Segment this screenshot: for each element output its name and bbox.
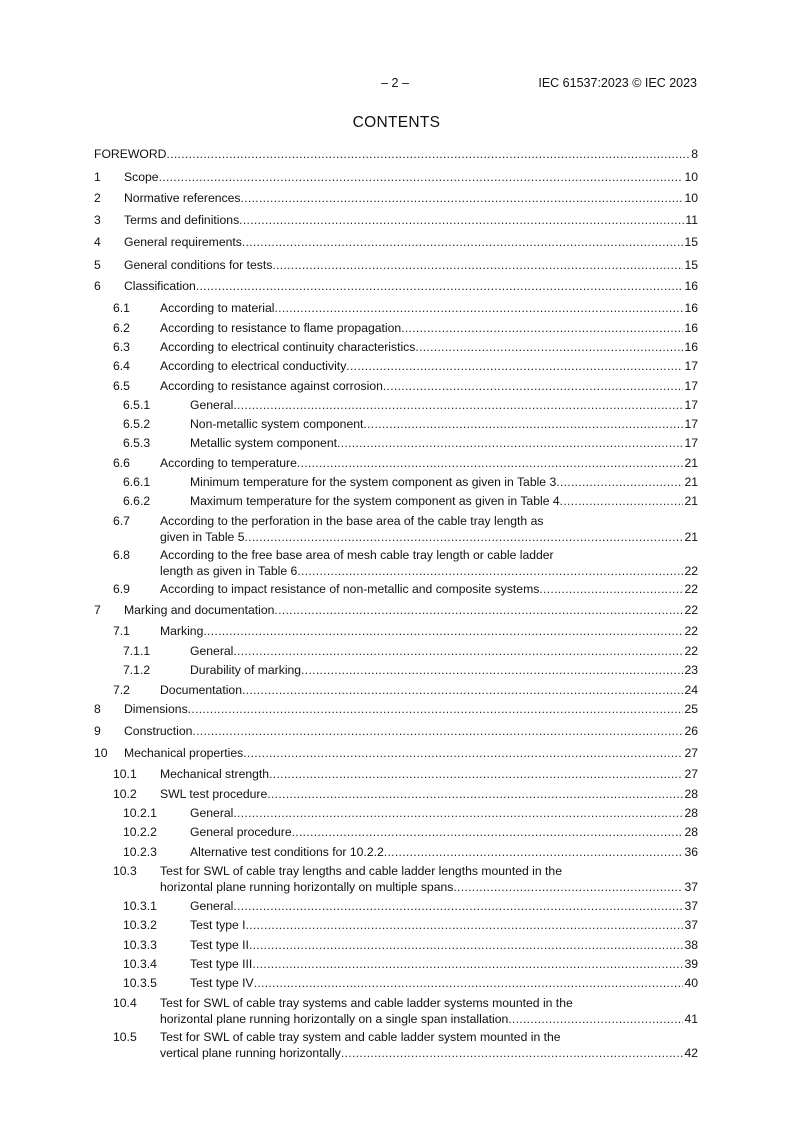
section-number: 8 [94,702,101,716]
toc-entry[interactable] [94,212,698,228]
page-ref: 21 [684,494,698,508]
toc-entry[interactable] [94,455,698,471]
page-ref: 37 [684,880,698,894]
page-ref: 21 [684,530,698,544]
entry-title: Test type II [190,938,249,952]
section-number: 10.3 [113,864,137,878]
dot-leader [233,805,683,821]
entry-line [160,682,698,698]
toc-entry[interactable] [94,493,698,509]
entry-title: Maximum temperature for the system component as given in Table 4 [190,494,560,508]
dot-leader [166,146,690,162]
entry-title: Mechanical strength [160,767,270,781]
dot-leader [383,378,684,394]
entry-title-continued: horizontal plane running horizontally on a single span installation [160,1012,509,1026]
entry-line [124,745,698,761]
section-number: 10 [94,746,108,760]
entry-title: According to resistance to flame propagation [160,321,402,335]
toc-entry[interactable] [94,844,698,860]
toc-entry[interactable] [94,169,698,185]
entry-line [190,844,698,860]
entry-title: According to impact resistance of non-metallic and composite systems [160,582,540,596]
entry-title: According to the free base area of mesh cable tray length or cable ladder [160,548,554,562]
entry-line [124,602,698,618]
entry-title: According to electrical conductivity [160,359,347,373]
dot-leader [241,190,684,206]
entry-line [190,474,698,490]
toc-entry[interactable] [94,278,698,294]
entry-line [124,257,698,273]
entry-line [160,879,698,895]
entry-line [190,824,698,840]
dot-leader [453,879,683,895]
entry-line [190,416,698,432]
section-number: 6.8 [113,548,130,562]
entry-title: Test type III [190,957,253,971]
dot-leader [274,300,683,316]
page-ref: 27 [684,767,698,781]
entry-line [94,146,698,162]
section-number: 9 [94,724,101,738]
section-number: 7.1.2 [123,663,151,677]
toc-entry[interactable] [94,956,698,972]
section-number: 6.6 [113,456,130,470]
toc-entry[interactable] [94,898,698,914]
entry-title: Test type IV [190,976,254,990]
section-number: 10.2 [113,787,137,801]
section-number: 10.5 [113,1030,137,1044]
page-ref: 26 [684,724,698,738]
dot-leader [243,745,683,761]
entry-line [190,435,698,451]
section-number: 10.3.1 [123,899,157,913]
toc-entry[interactable] [94,995,698,1027]
toc-entry[interactable] [94,190,698,206]
page-ref: 17 [684,436,698,450]
entry-title-continued: vertical plane running horizontally [160,1046,341,1060]
section-number: 1 [94,170,101,184]
section-number: 6.3 [113,340,130,354]
page-title: CONTENTS [352,114,441,131]
toc-entry[interactable] [94,824,698,840]
dot-leader [341,1045,684,1061]
toc-entry[interactable] [94,602,698,618]
dot-leader [159,169,684,185]
page-ref: 17 [684,417,698,431]
section-number: 10.2.3 [123,845,157,859]
toc-entry[interactable] [94,766,698,782]
section-number: 10.2.2 [123,825,157,839]
toc-entry[interactable] [94,745,698,761]
toc-entry[interactable] [94,643,698,659]
page-number: – 2 – [381,76,409,90]
entry-title: Test type I [190,918,246,932]
toc-entry[interactable] [94,234,698,250]
page-ref: 42 [684,1046,698,1060]
page-ref: 11 [685,213,698,227]
toc-entry[interactable] [94,257,698,273]
dot-leader [401,320,683,336]
section-number: 6.5.1 [123,398,151,412]
entry-title-continued: horizontal plane running horizontally on multiple spans [160,880,454,894]
toc-entry[interactable] [94,378,698,394]
entry-line [160,766,698,782]
entry-title: Durability of marking [190,663,302,677]
page-ref: 17 [684,379,698,393]
section-number: 7 [94,603,101,617]
entry-title: FOREWORD [94,147,167,161]
dot-leader [252,956,683,972]
dot-leader [203,623,683,639]
toc-entry[interactable] [94,662,698,678]
dot-leader [560,493,684,509]
entry-title: Documentation [160,683,242,697]
entry-line [190,956,698,972]
page-ref: 16 [684,340,698,354]
dot-leader [244,529,683,545]
entry-title: Minimum temperature for the system component as given in Table 3 [190,475,557,489]
page-ref: 16 [684,321,698,335]
page-ref: 8 [691,147,698,161]
section-number: 6 [94,279,101,293]
entry-title: Dimensions [124,702,188,716]
section-number: 10.3.5 [123,976,157,990]
entry-line [124,169,698,185]
toc-entry[interactable] [94,723,698,739]
section-number: 10.3.2 [123,918,157,932]
toc-entry[interactable] [94,917,698,933]
toc-entry[interactable] [94,863,698,895]
dot-leader [254,975,684,991]
dot-leader [233,898,683,914]
entry-title: General [190,644,234,658]
toc-entry[interactable] [94,397,698,413]
dot-leader [508,1011,683,1027]
toc-entry[interactable] [94,547,698,579]
toc-entry[interactable] [94,701,698,717]
page-ref: 24 [684,683,698,697]
dot-leader [269,766,683,782]
entry-line [160,358,698,374]
section-number: 6.6.2 [123,494,151,508]
page-ref: 37 [684,918,698,932]
entry-title: According to electrical continuity characteristics [160,340,416,354]
page-ref: 22 [684,603,698,617]
toc-entry[interactable] [94,623,698,639]
entry-title: Marking [160,624,204,638]
toc-entry[interactable] [94,513,698,545]
section-number: 7.1 [113,624,130,638]
toc-entry[interactable] [94,320,698,336]
section-number: 6.5.2 [123,417,151,431]
entry-line [124,701,698,717]
entry-line [190,493,698,509]
entry-line [190,643,698,659]
page-ref: 23 [684,663,698,677]
entry-line [124,278,698,294]
toc-entry[interactable] [94,682,698,698]
entry-title-continued: given in Table 5 [160,530,245,544]
dot-leader [239,212,684,228]
dot-leader [363,416,683,432]
toc-entry[interactable] [94,805,698,821]
page-ref: 40 [684,976,698,990]
dot-leader [267,786,683,802]
page-ref: 22 [684,564,698,578]
toc-entry[interactable] [94,416,698,432]
page-ref: 17 [684,398,698,412]
section-number: 6.9 [113,582,130,596]
entry-title: According to resistance against corrosion [160,379,383,393]
entry-line [124,190,698,206]
page-ref: 21 [684,475,698,489]
page-ref: 27 [684,746,698,760]
entry-line [160,581,698,597]
entry-title: Normative references [124,191,241,205]
section-number: 6.1 [113,301,130,315]
entry-title-continued: length as given in Table 6 [160,564,298,578]
page-ref: 16 [684,301,698,315]
section-number: 3 [94,213,101,227]
toc-entry[interactable] [94,975,698,991]
section-number: 6.5 [113,379,130,393]
section-number: 6.5.3 [123,436,151,450]
section-number: 10.2.1 [123,806,157,820]
section-number: 6.7 [113,514,130,528]
entry-title: Metallic system component [190,436,337,450]
section-number: 10.3.3 [123,938,157,952]
dot-leader [556,474,683,490]
entry-title: According to material [160,301,275,315]
section-number: 7.1.1 [123,644,151,658]
page-ref: 22 [684,624,698,638]
entry-title: Mechanical properties [124,746,244,760]
page-ref: 28 [684,825,698,839]
page-ref: 22 [684,644,698,658]
dot-leader [274,602,683,618]
toc-entry[interactable] [94,435,698,451]
page-ref: 28 [684,787,698,801]
entry-title: Alternative test conditions for 10.2.2 [190,845,384,859]
section-number: 5 [94,258,101,272]
page-ref: 17 [684,359,698,373]
page-ref: 39 [684,957,698,971]
section-number: 10.4 [113,996,137,1010]
toc-entry[interactable] [94,937,698,953]
entry-line [160,455,698,471]
entry-line [190,917,698,933]
page-ref: 10 [684,170,698,184]
entry-line [124,723,698,739]
entry-title: Test for SWL of cable tray lengths and cable ladder lengths mounted in the [160,864,562,878]
entry-line [160,300,698,316]
dot-leader [192,723,683,739]
entry-title: Test for SWL of cable tray system and cable ladder system mounted in the [160,1030,561,1044]
dot-leader [249,937,684,953]
entry-line [160,563,698,579]
page-ref: 37 [684,899,698,913]
page-ref: 22 [684,582,698,596]
dot-leader [346,358,683,374]
entry-line [190,662,698,678]
entry-line [190,805,698,821]
page-ref: 28 [684,806,698,820]
entry-line [160,1045,698,1061]
toc-entry[interactable] [94,146,698,162]
entry-line [124,234,698,250]
dot-leader [297,563,683,579]
page-ref: 10 [684,191,698,205]
dot-leader [188,701,684,717]
dot-leader [384,844,684,860]
dot-leader [272,257,683,273]
entry-title: SWL test procedure [160,787,268,801]
page-ref: 38 [684,938,698,952]
entry-title: Terms and definitions [124,213,240,227]
dot-leader [297,455,684,471]
toc-entry[interactable] [94,300,698,316]
page-ref: 15 [684,235,698,249]
entry-line [160,786,698,802]
entry-line [160,1011,698,1027]
dot-leader [415,339,683,355]
section-number: 6.4 [113,359,130,373]
section-number: 6.6.1 [123,475,151,489]
page-ref: 25 [684,702,698,716]
dot-leader [301,662,683,678]
page-ref: 41 [684,1012,698,1026]
section-number: 2 [94,191,101,205]
entry-title: Test for SWL of cable tray systems and cable ladder systems mounted in the [160,996,573,1010]
dot-leader [242,682,683,698]
entry-line [190,397,698,413]
page-ref: 16 [684,279,698,293]
entry-line [190,975,698,991]
entry-title: Non-metallic system component [190,417,364,431]
entry-title: Construction [124,724,193,738]
entry-title: General [190,899,234,913]
entry-line [190,898,698,914]
entry-title: According to temperature [160,456,297,470]
entry-title: General [190,806,234,820]
dot-leader [337,435,683,451]
dot-leader [292,824,684,840]
dot-leader [242,234,684,250]
document-reference: IEC 61537:2023 © IEC 2023 [538,76,697,90]
entry-title: General conditions for tests [124,258,273,272]
dot-leader [539,581,683,597]
entry-title: According to the perforation in the base area of the cable tray length as [160,514,544,528]
page-ref: 15 [684,258,698,272]
section-number: 6.2 [113,321,130,335]
entry-title: Scope [124,170,159,184]
section-number: 7.2 [113,683,130,697]
dot-leader [246,917,684,933]
toc-entry[interactable] [94,786,698,802]
entry-line [160,320,698,336]
entry-title: General requirements [124,235,242,249]
dot-leader [233,643,683,659]
toc-entry[interactable] [94,474,698,490]
section-number: 10.3.4 [123,957,157,971]
entry-title: Classification [124,279,196,293]
entry-line [160,339,698,355]
dot-leader [196,278,684,294]
entry-line [190,937,698,953]
entry-title: Marking and documentation [124,603,275,617]
section-number: 4 [94,235,101,249]
entry-line [160,529,698,545]
page-ref: 36 [684,845,698,859]
entry-line [160,378,698,394]
entry-title: General [190,398,234,412]
entry-line [124,212,698,228]
page-ref: 21 [684,456,698,470]
dot-leader [233,397,683,413]
entry-line [160,623,698,639]
toc-entry[interactable] [94,581,698,597]
entry-title: General procedure [190,825,292,839]
section-number: 10.1 [113,767,137,781]
toc-entry[interactable] [94,358,698,374]
toc-entry[interactable] [94,1029,698,1061]
toc-entry[interactable] [94,339,698,355]
